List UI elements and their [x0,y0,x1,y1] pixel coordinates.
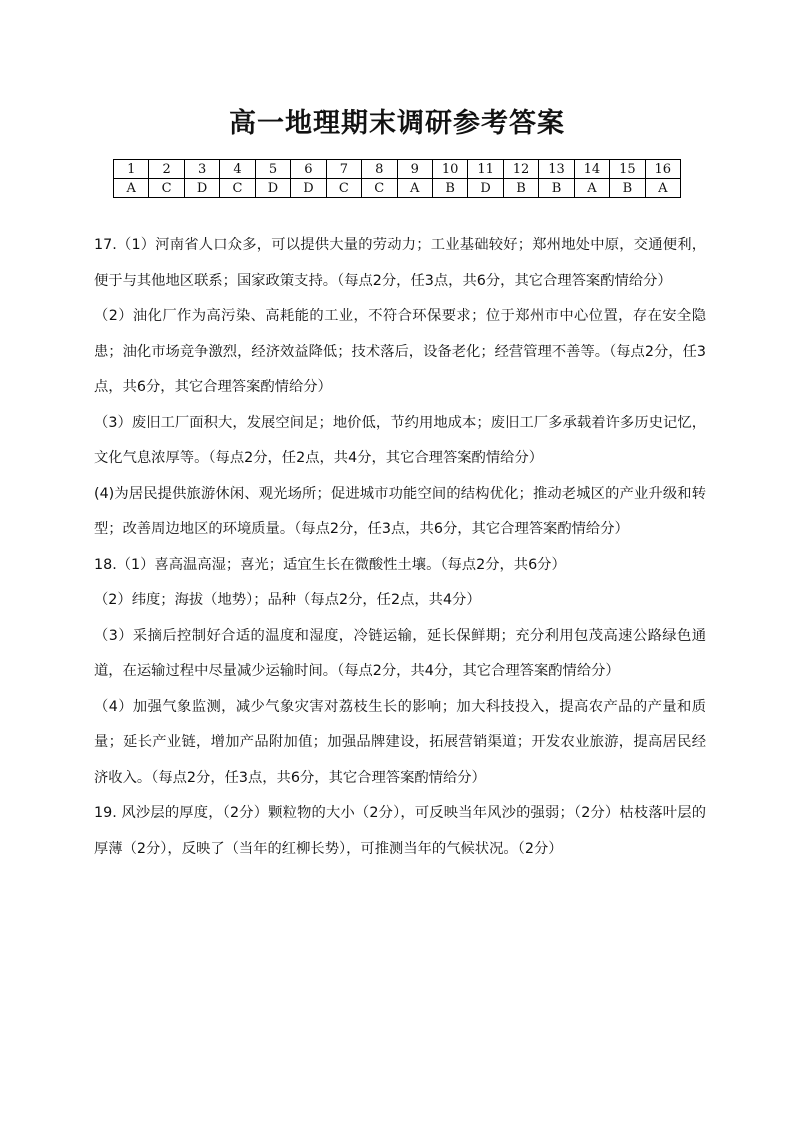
answer-row [114,179,681,198]
question-number-cell: 12 [503,160,538,179]
question-number-cell: 16 [645,160,680,179]
paragraph-19: 19. 风沙层的厚度，（2分）颗粒物的大小（2分），可反映当年风沙的强弱；（2分）枯枝落叶层的厚薄（2分），反映了（当年的红柳长势），可推测当年的气候状况。（2分） [94,805,706,857]
paragraph-18-1: 18.（1）喜高温高湿；喜光；适宜生长在微酸性土壤。（每点2分，共6分） [94,556,566,573]
answer-cell: D [468,179,503,198]
question-number-cell: 1 [114,160,149,179]
answer-cell: A [574,179,609,198]
question-number-cell: 10 [432,160,467,179]
answer-cell: B [539,179,574,198]
question-number-cell: 3 [184,160,219,179]
question-number-cell: 13 [539,160,574,179]
question-number-cell: 14 [574,160,609,179]
paragraph-17-3: （3）废旧工厂面积大，发展空间足；地价低，节约用地成本；废旧工厂多承载着许多历史记忆，文化气息浓厚等。（每点2分，任2点，共4分，其它合理答案酌情给分） [94,414,706,466]
question-number-cell: 9 [397,160,432,179]
answer-cell: C [362,179,397,198]
answer-cell: D [291,179,326,198]
answer-cell: A [397,179,432,198]
question-number-cell: 5 [255,160,290,179]
answer-cell: A [645,179,680,198]
answer-cell: D [184,179,219,198]
paragraph-17-2: （2）油化厂作为高污染、高耗能的工业，不符合环保要求；位于郑州市中心位置，存在安全隐患；油化市场竞争激烈，经济效益降低；技术落后，设备老化；经营管理不善等。（每点2分，任3点，共6分，其它合理答案酌情给分） [94,308,706,395]
question-number-cell: 8 [362,160,397,179]
question-number-cell: 11 [468,160,503,179]
paragraph-18-2: （2）纬度；海拔（地势）；品种（每点2分，任2点，共4分） [94,592,481,608]
answer-cell: C [326,179,361,198]
paragraph-17-1: 17.（1）河南省人口众多，可以提供大量的劳动力；工业基础较好；郑州地处中原，交通便利，便于与其他地区联系；国家政策支持。（每点2分，任3点，共6分，其它合理答案酌情给分） [94,237,706,289]
question-number-cell: 2 [149,160,184,179]
question-number-cell: 6 [291,160,326,179]
question-number-cell: 15 [610,160,645,179]
answer-cell: B [432,179,467,198]
answer-cell: A [114,179,149,198]
question-number-cell: 4 [220,160,255,179]
answer-cell: B [610,179,645,198]
answer-explanations [94,228,706,867]
answer-cell: C [149,179,184,198]
paragraph-17-4: (4)为居民提供旅游休闲、观光场所；促进城市功能空间的结构优化；推动老城区的产业升级和转型；改善周边地区的环境质量。（每点2分，任3点，共6分，其它合理答案酌情给分） [94,485,706,537]
question-number-row [114,160,681,179]
answer-cell: C [220,179,255,198]
question-number-cell: 7 [326,160,361,179]
answer-cell: B [503,179,538,198]
answer-key-table [113,159,681,198]
paragraph-18-4: （4）加强气象监测，减少气象灾害对荔枝生长的影响；加大科技投入，提高农产品的产量和质量；延长产业链，增加产品附加值；加强品牌建设，拓展营销渠道；开发农业旅游，提高居民经济收入。（每点2分，任3点，共6分，其它合理答案酌情给分） [94,698,706,786]
paragraph-18-3: （3）采摘后控制好合适的温度和湿度，冷链运输，延长保鲜期；充分利用包茂高速公路绿色通道，在运输过程中尽量减少运输时间。（每点2分，共4分，其它合理答案酌情给分） [94,627,706,679]
page-title: 高一地理期末调研参考答案 [229,108,565,139]
answer-cell: D [255,179,290,198]
